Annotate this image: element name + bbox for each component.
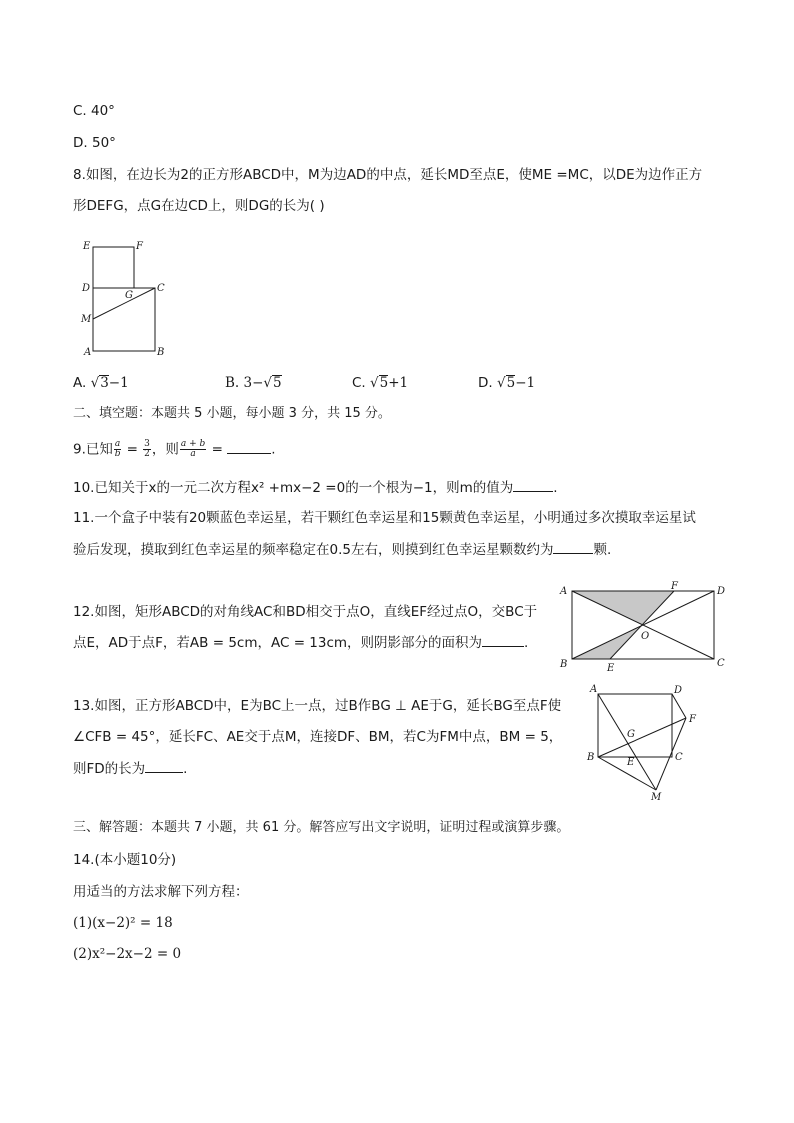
- q12-figure: [556, 580, 734, 674]
- q11-text-line2: [73, 541, 611, 559]
- q8-option-d-rest: −1: [515, 375, 536, 391]
- q8-option-c: C. √5+1: [352, 375, 409, 391]
- q8-option-d: D. √5−1: [478, 375, 536, 391]
- q9-equals-2: =: [211, 441, 223, 458]
- q9-prefix: 9.已知: [73, 441, 113, 458]
- q8-figure: [78, 236, 170, 360]
- q8-text-line2: 形DEFG，点G在边CD上，则DG的长为( ): [73, 198, 325, 214]
- q8-option-b: B. 3−√5: [225, 375, 282, 391]
- q12-text-line2-body: 点E，AD于点F，若AB = 5cm，AC = 13cm，则阴影部分的面积为: [73, 635, 483, 651]
- q13-segment-am: [598, 694, 656, 790]
- q8-label-c: C: [157, 283, 165, 294]
- q12-text-line1: 12.如图，矩形ABCD的对角线AC和BD相交于点O，直线EF经过点O，交BC于: [73, 604, 538, 620]
- q12-label-e: E: [607, 663, 615, 674]
- q8-option-a-radicand: 3: [100, 375, 109, 391]
- q13-label-f: F: [689, 714, 696, 725]
- q9-middle: ，则: [151, 441, 179, 458]
- q12-label-f: F: [671, 581, 678, 592]
- q13-text-line1: 13.如图，正方形ABCD中，E为BC上一点，过B作BG ⊥ AE于G，延长BG至点F使: [73, 698, 562, 714]
- q8-segment-mc: [93, 288, 155, 319]
- q13-segment-bf: [598, 718, 686, 757]
- q8-option-c-radicand: 5: [379, 375, 389, 391]
- q12-label-c: C: [717, 658, 725, 669]
- q8-option-c-rest: +1: [388, 375, 409, 391]
- q13-label-c: C: [675, 752, 683, 763]
- q13-text-line3-body: 则FD的长为: [73, 761, 146, 777]
- q12-text-line2: [73, 634, 528, 652]
- q9-fraction-a-plus-b-over-a: $\frac{a + b}{a}$: [180, 439, 206, 459]
- q12-label-a: A: [560, 586, 568, 597]
- q14-equation-2: (2)x²−2x−2 = 0: [73, 946, 182, 962]
- q12-label-b: B: [560, 659, 568, 670]
- q13-end: .: [183, 761, 188, 777]
- q8-label-e: E: [83, 241, 91, 252]
- q8-label-d: D: [82, 283, 91, 294]
- q8-option-c-label: C.: [352, 375, 366, 391]
- q13-label-b: B: [587, 752, 595, 763]
- q12-shaded-region-top: [572, 591, 674, 625]
- q8-label-f: F: [136, 241, 143, 252]
- q9-fraction-3-over-2: $\frac{3}{2}$: [144, 439, 150, 459]
- section3-heading: 三、解答题：本题共 7 小题，共 61 分。解答应写出文字说明，证明过程或演算步骤。: [73, 820, 570, 835]
- q8-option-d-radicand: 5: [506, 375, 516, 391]
- q13-label-e: E: [627, 757, 635, 768]
- q8-label-b: B: [157, 347, 165, 358]
- q14-instruction: 用适当的方法求解下列方程：: [73, 884, 249, 900]
- q8-text-line1: 8.如图，在边长为2的正方形ABCD中，M为边AD的中点，延长MD至点E，使ME =MC，以DE为边作正方: [73, 167, 703, 183]
- q11-text-line1: 11.一个盒子中装有20颗蓝色幸运星，若干颗红色幸运星和15颗黄色幸运星，小明通过多次摸取幸运星试: [73, 510, 696, 526]
- q8-label-g: G: [125, 290, 133, 301]
- q8-square-defg: [93, 247, 134, 288]
- q8-label-m: M: [81, 314, 92, 325]
- q11-end: 颗.: [593, 542, 612, 558]
- q13-text-line2: ∠CFB = 45°，延长FC、AE交于点M，连接DF、BM，若C为FM中点，BM = 5，: [73, 729, 563, 745]
- q14-title: 14.(本小题10分): [73, 852, 177, 868]
- q12-end: .: [524, 635, 529, 651]
- q12-label-d: D: [717, 586, 726, 597]
- q10-text: [73, 479, 558, 497]
- q7-option-d: D. 50°: [73, 135, 116, 151]
- q12-answer-blank[interactable]: [482, 634, 524, 647]
- q8-option-d-label: D.: [478, 375, 493, 391]
- section2-heading: 二、填空题：本题共 5 小题，每小题 3 分，共 15 分。: [73, 406, 391, 421]
- q8-option-a-label: A.: [73, 375, 87, 391]
- q13-label-a: A: [590, 684, 598, 695]
- q7-option-c: C. 40°: [73, 103, 115, 119]
- q8-square-abcd: [93, 288, 155, 351]
- q8-option-b-radicand: 5: [273, 375, 282, 391]
- q8-option-b-label: B. 3−: [225, 375, 264, 391]
- q9-text: [73, 440, 276, 459]
- q8-option-a-rest: −1: [108, 375, 129, 391]
- q9-fraction-a-over-b: $\frac{a}{b}$: [114, 439, 121, 459]
- q13-answer-blank[interactable]: [145, 760, 183, 773]
- q11-answer-blank[interactable]: [553, 541, 593, 554]
- q8-option-a: A. √3−1: [73, 375, 129, 391]
- q10-text-body: 10.已知关于x的一元二次方程x² +mx−2 =0的一个根为−1，则m的值为: [73, 480, 514, 496]
- q10-end: .: [553, 480, 558, 496]
- q13-label-d: D: [674, 685, 683, 696]
- q13-label-m: M: [651, 792, 662, 803]
- q13-label-g: G: [627, 729, 635, 740]
- q14-equation-1: (1)(x−2)² = 18: [73, 915, 173, 931]
- q12-label-o: O: [641, 631, 650, 642]
- q13-text-line3: [73, 760, 187, 778]
- q13-figure: [584, 682, 702, 804]
- q13-segment-df: [672, 694, 686, 718]
- q9-end: .: [271, 441, 276, 458]
- q9-answer-blank[interactable]: [227, 441, 271, 454]
- q13-square-abcd: [598, 694, 672, 757]
- q8-label-a: A: [84, 347, 92, 358]
- q9-equals-1: =: [126, 441, 138, 458]
- q11-text-line2-body: 验后发现，摸取到红色幸运星的频率稳定在0.5左右，则摸到红色幸运星颗数约为: [73, 542, 554, 558]
- q10-answer-blank[interactable]: [513, 479, 553, 492]
